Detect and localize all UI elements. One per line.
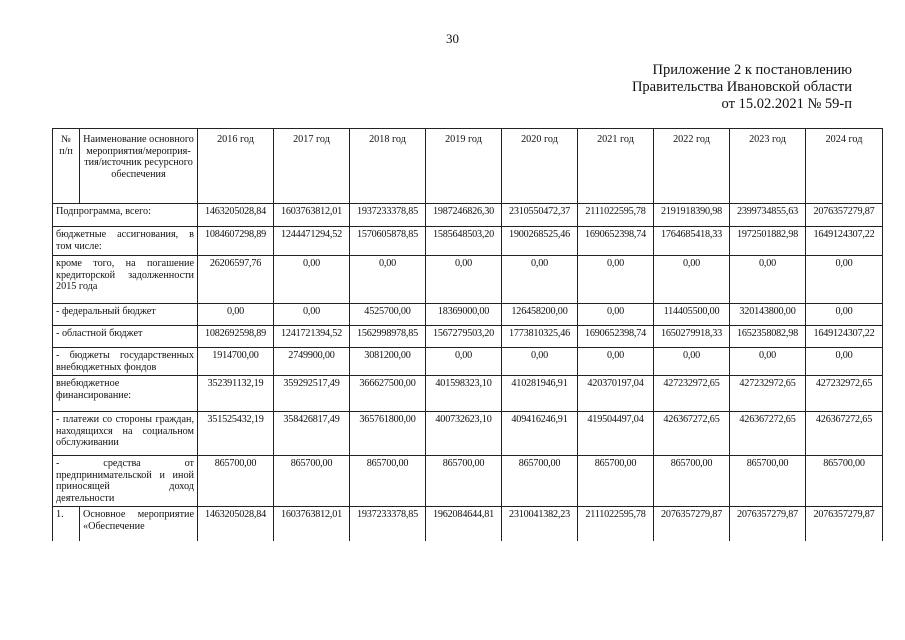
header-year: 2018 год — [350, 129, 426, 204]
row-label: - областной бюджет — [53, 326, 198, 348]
cell-value: 0,00 — [806, 348, 883, 376]
cell-value: 358426817,49 — [274, 412, 350, 456]
cell-value: 1585648503,20 — [426, 227, 502, 256]
row-label: - платежи со стороны граждан, находящихся на социальном обслуживании — [53, 412, 198, 456]
cell-value: 427232972,65 — [654, 376, 730, 412]
cell-value: 1241721394,52 — [274, 326, 350, 348]
header-name: Наименование основного мероприятия/мероприя-тия/источник ресурсного обеспечения — [80, 129, 198, 204]
cell-value: 426367272,65 — [654, 412, 730, 456]
row-label: - бюджеты государственных внебюджетных фондов — [53, 348, 198, 376]
row-label: бюджетные ассигнования, в том числе: — [53, 227, 198, 256]
cell-value: 409416246,91 — [502, 412, 578, 456]
cell-value: 1649124307,22 — [806, 227, 883, 256]
cell-value: 2310550472,37 — [502, 204, 578, 227]
cell-value: 2076357279,87 — [806, 507, 883, 541]
cell-value: 865700,00 — [426, 456, 502, 507]
cell-value: 352391132,19 — [198, 376, 274, 412]
header-year: 2020 год — [502, 129, 578, 204]
table-row — [53, 412, 883, 456]
cell-value: 0,00 — [730, 348, 806, 376]
cell-value: 1567279503,20 — [426, 326, 502, 348]
cell-value: 0,00 — [578, 304, 654, 326]
cell-value: 1690652398,74 — [578, 326, 654, 348]
cell-value: 1463205028,84 — [198, 507, 274, 541]
cell-value: 2076357279,87 — [730, 507, 806, 541]
cell-value: 1914700,00 — [198, 348, 274, 376]
header-num: № п/п — [53, 129, 80, 204]
header-year: 2024 год — [806, 129, 883, 204]
appendix-reference — [632, 62, 852, 113]
cell-value: 401598323,10 — [426, 376, 502, 412]
table-row — [53, 304, 883, 326]
cell-value: 410281946,91 — [502, 376, 578, 412]
header-year: 2022 год — [654, 129, 730, 204]
cell-value: 0,00 — [806, 304, 883, 326]
cell-value: 1764685418,33 — [654, 227, 730, 256]
cell-value: 126458200,00 — [502, 304, 578, 326]
cell-value: 3081200,00 — [350, 348, 426, 376]
table-row — [53, 348, 883, 376]
cell-value: 1603763812,01 — [274, 204, 350, 227]
cell-value: 0,00 — [502, 348, 578, 376]
cell-value: 320143800,00 — [730, 304, 806, 326]
cell-value: 4525700,00 — [350, 304, 426, 326]
cell-value: 26206597,76 — [198, 256, 274, 304]
header-year: 2023 год — [730, 129, 806, 204]
cell-value: 1244471294,52 — [274, 227, 350, 256]
table-row — [53, 326, 883, 348]
page-number: 30 — [446, 31, 459, 46]
cell-value: 114405500,00 — [654, 304, 730, 326]
cell-value: 427232972,65 — [730, 376, 806, 412]
cell-value: 0,00 — [806, 256, 883, 304]
cell-value: 400732623,10 — [426, 412, 502, 456]
cell-value: 0,00 — [502, 256, 578, 304]
cell-value: 865700,00 — [578, 456, 654, 507]
cell-value: 865700,00 — [806, 456, 883, 507]
cell-value: 865700,00 — [274, 456, 350, 507]
cell-value: 2191918390,98 — [654, 204, 730, 227]
funding-table — [52, 128, 883, 541]
cell-value: 2399734855,63 — [730, 204, 806, 227]
cell-value: 0,00 — [274, 304, 350, 326]
table-row — [53, 227, 883, 256]
row-label: Подпрограмма, всего: — [53, 204, 198, 227]
cell-value: 1900268525,46 — [502, 227, 578, 256]
header-year: 2019 год — [426, 129, 502, 204]
header-year: 2017 год — [274, 129, 350, 204]
cell-value: 865700,00 — [198, 456, 274, 507]
cell-value: 1773810325,46 — [502, 326, 578, 348]
cell-value: 359292517,49 — [274, 376, 350, 412]
cell-value: 351525432,19 — [198, 412, 274, 456]
cell-value: 365761800,00 — [350, 412, 426, 456]
row-label: кроме того, на погашение кредиторской задолженности 2015 года — [53, 256, 198, 304]
table-row — [53, 204, 883, 227]
cell-value: 18369000,00 — [426, 304, 502, 326]
cell-value: 2111022595,78 — [578, 204, 654, 227]
appendix-line-1: Приложение 2 к постановлению — [652, 62, 852, 78]
cell-value: 427232972,65 — [806, 376, 883, 412]
row-label: внебюджетное финансирование: — [53, 376, 198, 412]
row-number: 1. — [53, 507, 80, 541]
header-row — [53, 129, 883, 204]
cell-value: 419504497,04 — [578, 412, 654, 456]
header-year: 2016 год — [198, 129, 274, 204]
cell-value: 1962084644,81 — [426, 507, 502, 541]
cell-value: 2310041382,23 — [502, 507, 578, 541]
header-year: 2021 год — [578, 129, 654, 204]
cell-value: 1649124307,22 — [806, 326, 883, 348]
cell-value: 0,00 — [198, 304, 274, 326]
row-label: Основное мероприятие «Обеспечение — [80, 507, 198, 541]
table-row — [53, 507, 883, 541]
appendix-line-2: Правительства Ивановской области — [631, 79, 852, 95]
cell-value: 1690652398,74 — [578, 227, 654, 256]
cell-value: 1084607298,89 — [198, 227, 274, 256]
table-row — [53, 376, 883, 412]
cell-value: 0,00 — [578, 256, 654, 304]
cell-value: 2076357279,87 — [654, 507, 730, 541]
cell-value: 865700,00 — [730, 456, 806, 507]
cell-value: 1562998978,85 — [350, 326, 426, 348]
cell-value: 0,00 — [654, 256, 730, 304]
cell-value: 426367272,65 — [730, 412, 806, 456]
cell-value: 426367272,65 — [806, 412, 883, 456]
cell-value: 0,00 — [654, 348, 730, 376]
cell-value: 865700,00 — [654, 456, 730, 507]
row-label: - федеральный бюджет — [53, 304, 198, 326]
cell-value: 1463205028,84 — [198, 204, 274, 227]
cell-value: 366627500,00 — [350, 376, 426, 412]
cell-value: 2111022595,78 — [578, 507, 654, 541]
cell-value: 420370197,04 — [578, 376, 654, 412]
cell-value: 1082692598,89 — [198, 326, 274, 348]
cell-value: 0,00 — [730, 256, 806, 304]
table-row — [53, 456, 883, 507]
cell-value: 865700,00 — [350, 456, 426, 507]
cell-value: 0,00 — [426, 348, 502, 376]
cell-value: 1937233378,85 — [350, 204, 426, 227]
cell-value: 1652358082,98 — [730, 326, 806, 348]
cell-value: 1570605878,85 — [350, 227, 426, 256]
cell-value: 1987246826,30 — [426, 204, 502, 227]
cell-value: 865700,00 — [502, 456, 578, 507]
cell-value: 1650279918,33 — [654, 326, 730, 348]
row-label: - средства от предпринимательской и иной приносящей доход деятельности — [53, 456, 198, 507]
cell-value: 1972501882,98 — [730, 227, 806, 256]
table-row — [53, 256, 883, 304]
cell-value: 0,00 — [274, 256, 350, 304]
cell-value: 1603763812,01 — [274, 507, 350, 541]
cell-value: 0,00 — [578, 348, 654, 376]
cell-value: 1937233378,85 — [350, 507, 426, 541]
cell-value: 2749900,00 — [274, 348, 350, 376]
cell-value: 0,00 — [350, 256, 426, 304]
cell-value: 0,00 — [426, 256, 502, 304]
cell-value: 2076357279,87 — [806, 204, 883, 227]
appendix-line-3: от 15.02.2021 № 59-п — [721, 96, 852, 112]
